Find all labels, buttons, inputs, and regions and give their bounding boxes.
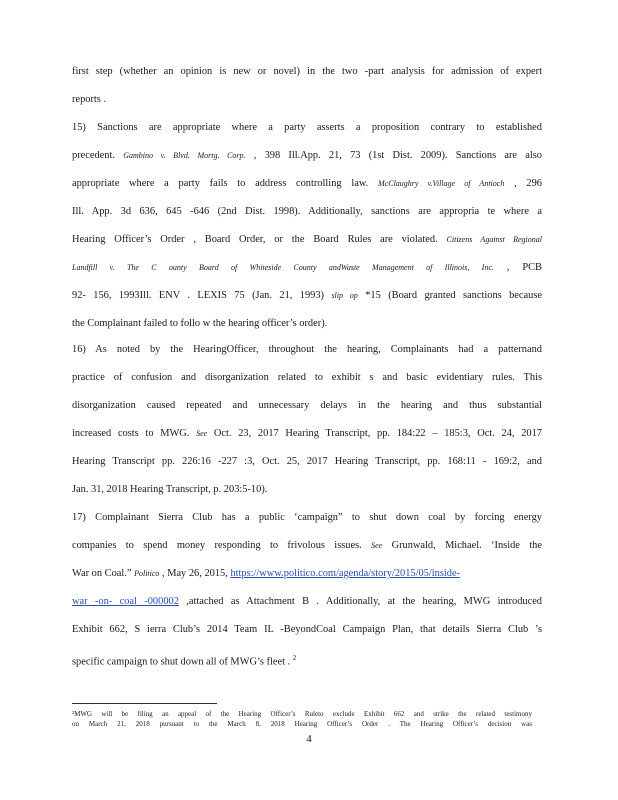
body-text: increased costs to MWG. <box>72 428 190 439</box>
body-line <box>72 289 542 303</box>
page-number: 4 <box>306 733 312 745</box>
body-line <box>72 427 542 441</box>
slip-op-citation: slip op <box>331 291 358 300</box>
body-line <box>72 651 542 669</box>
footnote-separator <box>72 703 217 704</box>
body-line: first step (whether an opinion is new or novel) in the two -part analysis for admission of expert <box>72 66 542 77</box>
body-line: Hearing Transcript pp. 226:16 -227 :3, Oct. 25, 2017 Hearing Transcript, pp. 168:11 - 169:2, and <box>72 456 542 467</box>
publication-citation: Politico <box>134 569 160 578</box>
body-text: ,attached as Attachment B . Additionally, at the hearing, MWG introduced <box>186 596 543 607</box>
footnote-reference[interactable]: 2 <box>292 654 297 662</box>
politico-link-continued[interactable]: war -on- coal -000002 <box>72 596 179 607</box>
body-line: practice of confusion and disorganization related to exhibit s and basic evidentiary rules. This <box>72 372 542 383</box>
body-text: Grunwald, Michael. ‘Inside the <box>391 540 542 551</box>
body-text: 92- 156, 1993Ill. ENV . LEXIS 75 (Jan. 21, 1993) <box>72 290 325 301</box>
body-line <box>72 233 542 247</box>
body-line: disorganization caused repeated and unnecessary delays in the hearing and thus substantial <box>72 400 542 411</box>
body-text: , May 26, 2015, <box>162 568 228 579</box>
paragraph-17-line: 17) Complainant Sierra Club has a public ‘campaign” to shut down coal by forcing energy <box>72 512 542 523</box>
case-citation: Citizens Against Regional <box>446 235 543 244</box>
case-citation: McClaughry v.Village of Antioch <box>378 179 505 188</box>
body-line <box>72 261 542 275</box>
body-line: reports . <box>72 94 107 105</box>
body-line: Ill. App. 3d 636, 645 -646 (2nd Dist. 1998). Additionally, sanctions are appropria te where a <box>72 206 542 217</box>
body-text: appropriate where a party fails to address controlling law. <box>72 178 369 189</box>
see-signal: See <box>196 429 208 438</box>
case-citation: Landfill v. The C ounty Board of Whiteside County andWaste Management of Illinois, Inc. <box>72 263 494 272</box>
body-line <box>72 539 542 553</box>
body-line <box>72 177 542 191</box>
footnote-line: ²MWG will be filing an appeal of the Hearing Officer’s Ruleto exclude Exhibit 662 and strike the related testimony <box>72 710 532 718</box>
body-line <box>72 149 542 163</box>
body-text: Hearing Officer’s Order , Board Order, or the Board Rules are violated. <box>72 234 438 245</box>
body-text: companies to spend money responding to frivolous issues. <box>72 540 362 551</box>
body-line: Jan. 31, 2018 Hearing Transcript, p. 203:5-10). <box>72 484 268 495</box>
body-text: , 296 <box>514 178 543 189</box>
body-text: Oct. 23, 2017 Hearing Transcript, pp. 184:22 – 185:3, Oct. 24, 2017 <box>213 428 542 439</box>
body-text: , PCB <box>506 262 542 273</box>
politico-link[interactable]: https://www.politico.com/agenda/story/2015/05/inside- <box>230 568 461 579</box>
body-line <box>72 595 542 609</box>
case-citation: Gambino v. Blvd. Mortg. Corp. <box>123 151 246 160</box>
body-line <box>72 567 542 581</box>
body-text: specific campaign to shut down all of MWG’s fleet . <box>72 656 291 668</box>
body-line: Exhibit 662, S ierra Club’s 2014 Team IL -BeyondCoal Campaign Plan, that details Sierra Club ’s <box>72 624 542 635</box>
footnote-line: on March 21, 2018 pursuant to the March 8, 2018 Hearing Officer’s Order . The Hearing Officer’s decision was <box>72 720 532 728</box>
paragraph-16-line: 16) As noted by the HearingOfficer, throughout the hearing, Complainants had a patternand <box>72 344 542 355</box>
body-text: precedent. <box>72 150 115 161</box>
body-text: War on Coal.” <box>72 568 132 579</box>
body-line: the Complainant failed to follo w the hearing officer’s order). <box>72 318 328 329</box>
body-text: *15 (Board granted sanctions because <box>365 290 542 301</box>
paragraph-15-line: 15) Sanctions are appropriate where a party asserts a proposition contrary to established <box>72 122 542 133</box>
body-text: , 398 Ill.App. 21, 73 (1st Dist. 2009). Sanctions are also <box>253 150 542 161</box>
see-signal: See <box>371 541 383 550</box>
